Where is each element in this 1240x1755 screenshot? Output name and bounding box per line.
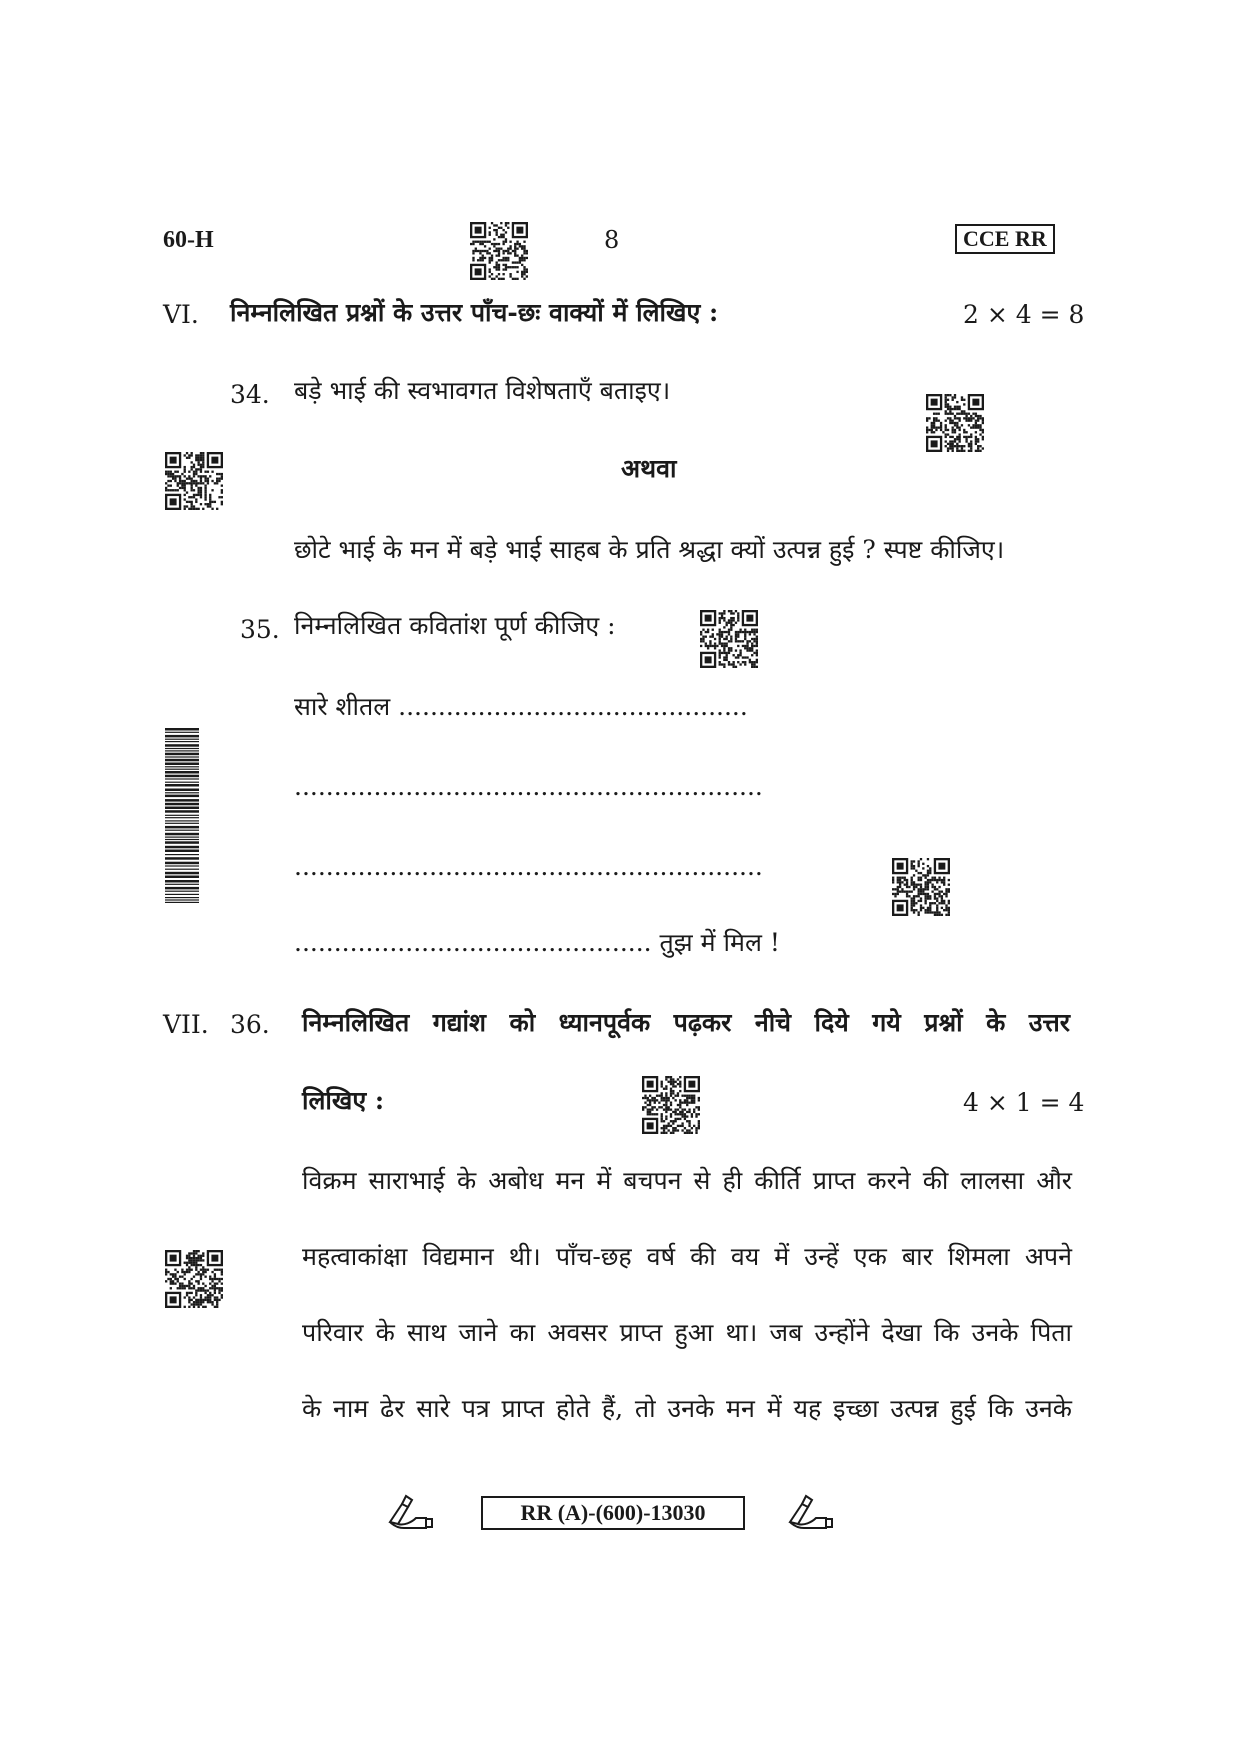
- cce-label: CCE RR: [955, 224, 1055, 254]
- qr-code: [165, 452, 223, 510]
- poem-line: ...........................................................: [294, 772, 763, 801]
- section-marks: 2 × 4 = 8: [963, 300, 1085, 329]
- qr-code: [700, 610, 758, 668]
- poem-line: ...........................................................: [294, 852, 763, 881]
- question-number: 36.: [230, 1010, 270, 1039]
- question-number: 34.: [230, 380, 270, 409]
- qr-code: [470, 222, 528, 280]
- qr-code: [926, 394, 984, 452]
- passage-line: के नाम ढेर सारे पत्र प्राप्त होते हैं, तो उनके मन में यह इच्छा उत्पन्न हुई कि उनके: [302, 1394, 1072, 1423]
- passage-line: महत्वाकांक्षा विद्यमान थी। पाँच-छह वर्ष की वय में उन्हें एक बार शिमला अपने: [302, 1242, 1072, 1271]
- section-instruction: निम्नलिखित प्रश्नों के उत्तर पाँच-छः वाक्यों में लिखिए :: [230, 298, 719, 327]
- question-number: 35.: [240, 615, 280, 644]
- writing-hand-icon: [786, 1492, 838, 1532]
- section-instruction: लिखिए :: [302, 1086, 385, 1115]
- or-label: अथवा: [621, 454, 677, 483]
- passage-line: विक्रम साराभाई के अबोध मन में बचपन से ही कीर्ति प्राप्त करने की लालसा और: [302, 1166, 1072, 1195]
- footer-code: RR (A)-(600)-13030: [481, 1496, 745, 1530]
- section-marks: 4 × 1 = 4: [963, 1088, 1085, 1117]
- qr-code: [642, 1076, 700, 1134]
- page-number: 8: [604, 226, 620, 254]
- section-numeral: VI.: [163, 300, 199, 329]
- poem-line: सारे शीतल ............................................: [294, 692, 748, 721]
- writing-hand-icon: [386, 1492, 438, 1532]
- qr-code: [892, 858, 950, 916]
- poem-line: ............................................. तुझ में मिल !: [294, 928, 780, 957]
- barcode: [165, 728, 199, 903]
- section-numeral: VII.: [163, 1010, 209, 1039]
- question-text: निम्नलिखित कवितांश पूर्ण कीजिए :: [294, 611, 616, 640]
- question-alt-text: छोटे भाई के मन में बड़े भाई साहब के प्रति श्रद्धा क्यों उत्पन्न हुई ? स्पष्ट कीजिए।: [294, 535, 1005, 564]
- passage-line: परिवार के साथ जाने का अवसर प्राप्त हुआ था। जब उन्होंने देखा कि उनके पिता: [302, 1318, 1072, 1347]
- section-instruction: निम्नलिखित गद्यांश को ध्यानपूर्वक पढ़कर नीचे दिये गये प्रश्नों के उत्तर: [302, 1008, 1070, 1037]
- paper-code: 60-H: [163, 227, 214, 253]
- question-text: बड़े भाई की स्वभावगत विशेषताएँ बताइए।: [294, 376, 671, 405]
- qr-code: [165, 1250, 223, 1308]
